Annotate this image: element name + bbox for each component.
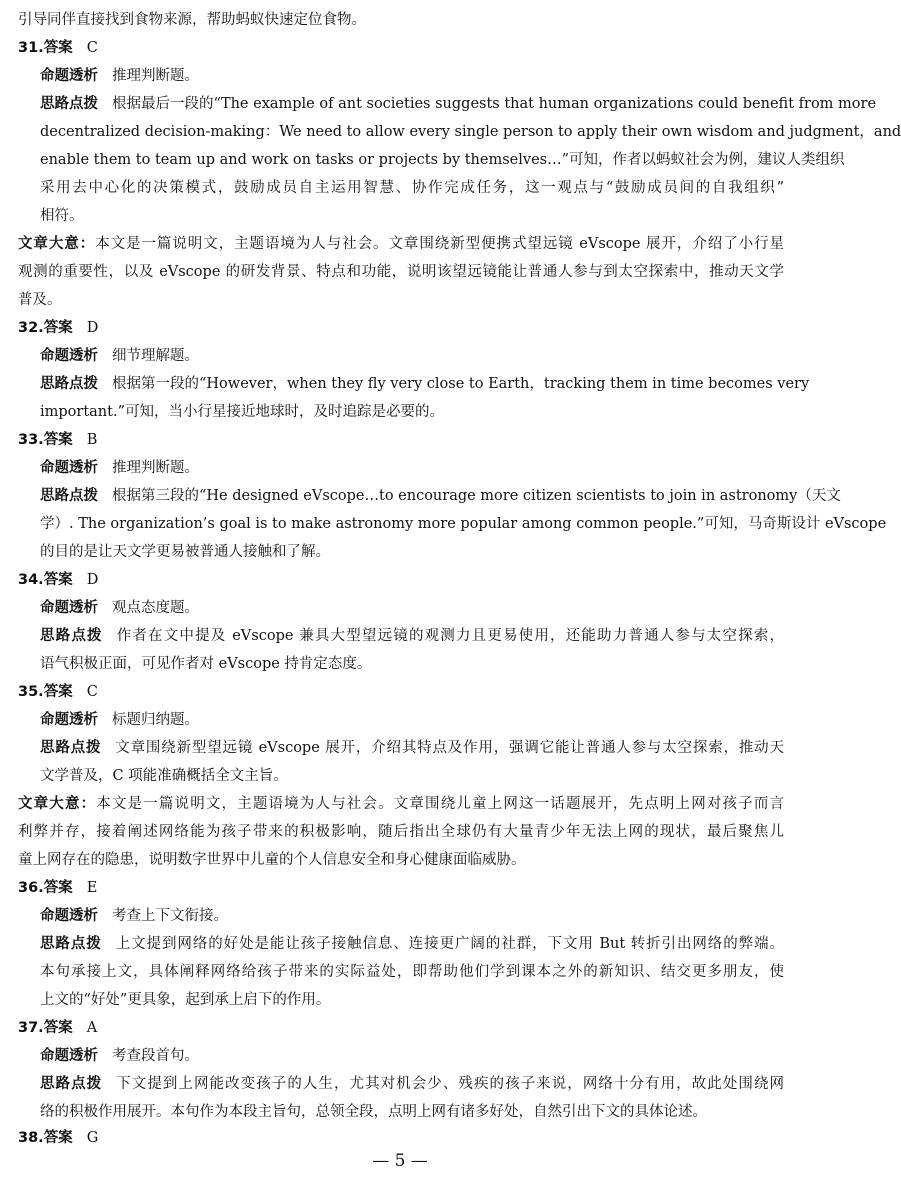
text-line: 采用去中心化的决策模式，鼓励成员自主运用智慧、协作完成任务，这一观点与“鼓励成员间的自我组织” — [40, 180, 784, 196]
answer-heading-37: 37.答案 A — [18, 1020, 98, 1036]
hint-line: 思路点拨 下文提到上网能改变孩子的人生，尤其对机会少、残疾的孩子来说，网络十分有用，故此处围绕网 — [40, 1076, 784, 1092]
answer-heading-38: 38.答案 G — [18, 1130, 99, 1146]
hint-line: 思路点拨 作者在文中提及 eVscope 兼具大型望远镜的观测力且更易使用，还能助力普通人参与太空探索， — [40, 628, 784, 644]
text-line: 引导同伴直接找到食物来源，帮助蚂蚁快速定位食物。 — [18, 12, 366, 28]
analysis-line: 命题透析 观点态度题。 — [40, 600, 199, 616]
analysis-line: 命题透析 推理判断题。 — [40, 68, 199, 84]
hint-line: 思路点拨 文章围绕新型望远镜 eVscope 展开，介绍其特点及作用，强调它能让普通人参与太空探索，推动天 — [40, 740, 784, 756]
text-line: 络的积极作用展开。本句作为本段主旨句，总领全段，点明上网有诸多好处，自然引出下文的具体论述。 — [40, 1104, 707, 1120]
hint-line: 思路点拨 根据第三段的“He designed eVscope…to encourage more citizen scientists to join in astronomy（天文 — [40, 488, 841, 504]
text-line: 的目的是让天文学更易被普通人接触和了解。 — [40, 544, 330, 560]
answer-heading-36: 36.答案 E — [18, 880, 98, 896]
text-line: 语气积极正面，可见作者对 eVscope 持肯定态度。 — [40, 656, 372, 672]
hint-line: 思路点拨 上文提到网络的好处是能让孩子接触信息、连接更广阔的社群，下文用 But 转折引出网络的弊端。 — [40, 936, 785, 952]
answer-heading-32: 32.答案 D — [18, 320, 99, 336]
answer-heading-35: 35.答案 C — [18, 684, 98, 700]
text-line: decentralized decision-making：We need to allow every single person to apply their own wisdom and judgment，and — [40, 124, 901, 140]
text-line: 童上网存在的隐患，说明数字世界中儿童的个人信息安全和身心健康面临威胁。 — [18, 852, 526, 868]
summary-line: 文章大意：本文是一篇说明文，主题语境为人与社会。文章围绕儿童上网这一话题展开，先点明上网对孩子而言 — [18, 796, 784, 812]
analysis-line: 命题透析 标题归纳题。 — [40, 712, 199, 728]
hint-line: 思路点拨 根据最后一段的“The example of ant societies suggests that human organizations could benefit from more — [40, 96, 877, 112]
text-line: 相符。 — [40, 208, 84, 224]
analysis-line: 命题透析 考查段首句。 — [40, 1048, 199, 1064]
answer-heading-34: 34.答案 D — [18, 572, 99, 588]
text-line: 文学普及，C 项能准确概括全文主旨。 — [40, 768, 288, 784]
analysis-line: 命题透析 细节理解题。 — [40, 348, 199, 364]
answer-heading-31: 31.答案 C — [18, 40, 98, 56]
hint-line: 思路点拨 根据第一段的“However，when they fly very close to Earth，tracking them in time becomes very — [40, 376, 810, 392]
text-line: 普及。 — [18, 292, 62, 308]
analysis-line: 命题透析 推理判断题。 — [40, 460, 199, 476]
analysis-line: 命题透析 考查上下文衔接。 — [40, 908, 228, 924]
text-line: important.”可知，当小行星接近地球时，及时追踪是必要的。 — [40, 404, 444, 420]
text-line: 观测的重要性，以及 eVscope 的研发背景、特点和功能，说明该望远镜能让普通人参与到太空探索中，推动天文学 — [18, 264, 784, 280]
text-line: 上文的“好处”更具象，起到承上启下的作用。 — [40, 992, 331, 1008]
page-number: — 5 — — [372, 1151, 428, 1171]
answer-heading-33: 33.答案 B — [18, 432, 98, 448]
text-line: 利弊并存，接着阐述网络能为孩子带来的积极影响，随后指出全球仍有大量青少年无法上网的现状，最后聚焦儿 — [18, 824, 784, 840]
text-line: enable them to team up and work on tasks or projects by themselves…”可知，作者以蚂蚁社会为例，建议人类组织 — [40, 152, 845, 168]
summary-line: 文章大意：本文是一篇说明文，主题语境为人与社会。文章围绕新型便携式望远镜 eVscope 展开，介绍了小行星 — [18, 236, 785, 252]
text-line: 学）. The organization’s goal is to make astronomy more popular among common people.”可知，马奇斯设计 eVscope — [40, 516, 887, 532]
text-line: 本句承接上文，具体阐释网络给孩子带来的实际益处，即帮助他们学到课本之外的新知识、结交更多朋友，使 — [40, 964, 784, 980]
